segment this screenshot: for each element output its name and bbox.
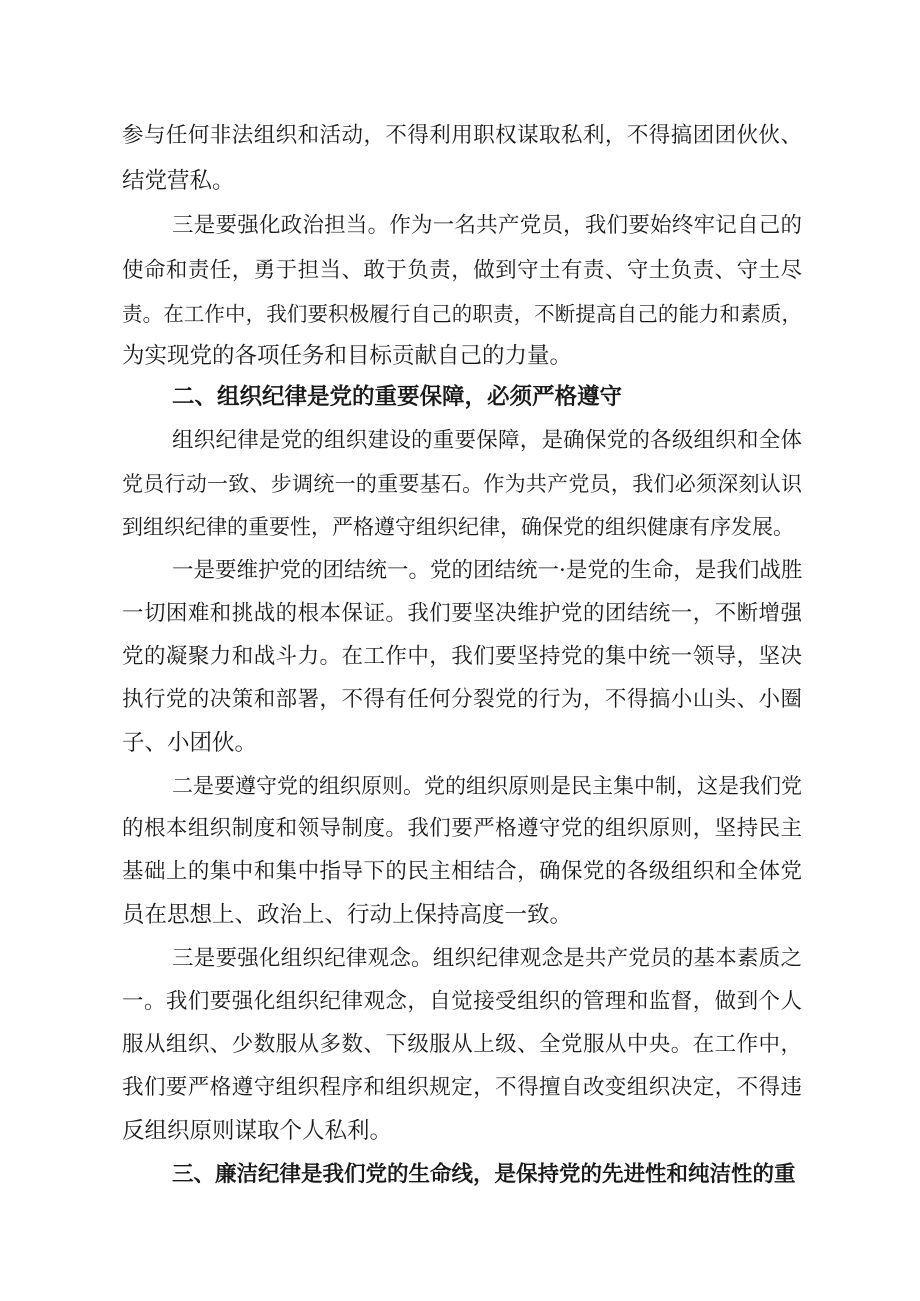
text-line: 服从组织、少数服从多数、下级服从上级、全党服从中央。在工作中， [122,1032,802,1057]
text-line: 到组织纪律的重要性，严格遵守组织纪律，确保党的组织健康有序发展。 [122,515,794,539]
text-line: 执行党的决策和部署，不得有任何分裂党的行为，不得搞小山头、小圈 [122,687,802,712]
paragraph-first-line: 二是要遵守党的组织原则。党的组织原则是民主集中制，这是我们党 [172,774,802,798]
paragraph-first-line: 三是要强化组织纪律观念。组织纪律观念是共产党员的基本素质之 [172,946,802,971]
text-line: 的根本组织制度和领导制度。我们要严格遵守党的组织原则，坚持民主 [122,816,802,841]
paragraph-first-line: 一是要维护党的团结统一。党的团结统一·是党的生命，是我们战胜 [172,558,803,583]
text-line: 基础上的集中和集中指导下的民主相结合，确保党的各级组织和全体党 [122,859,802,884]
text-line: 为实现党的各项任务和目标贡献自己的力量。 [122,343,573,369]
text-line: 员在思想上、政治上、行动上保持高度一致。 [122,902,573,928]
text-line: 一。我们要强化组织纪律观念，自觉接受组织的管理和监督，做到个人 [122,989,802,1014]
text-line: 党的凝聚力和战斗力。在工作中，我们要坚持党的集中统一领导，坚决 [122,644,802,669]
text-line: 我们要严格遵守组织程序和组织规定，不得擅自改变组织决定，不得违 [122,1075,802,1100]
paragraph-first-line: 组织纪律是党的组织建设的重要保障，是确保党的各级组织和全体 [172,428,802,453]
section-heading: 二、组织纪律是党的重要保障，必须严格遵守 [172,384,623,410]
text-line: 反组织原则谋取个人私利。 [122,1118,393,1144]
text-line: 参与任何非法组织和活动，不得利用职权谋取私利，不得搞团团伙伙、 [122,123,802,148]
text-line: 子、小团伙。 [122,730,258,756]
paragraph-first-line: 三是要强化政治担当。作为一名共产党员，我们要始终牢记自己的 [172,213,802,238]
text-line: 责。在工作中，我们要积极履行自己的职责，不断提高自己的能力和素质， [122,302,802,326]
text-line: 一切困难和挑战的根本保证。我们要坚决维护党的团结统一，不断增强 [122,601,802,626]
section-heading: 三、廉洁纪律是我们党的生命线，是保持党的先进性和纯洁性的重 [172,1162,796,1187]
text-line: 党员行动一致、步调统一的重要基石。作为共产党员，我们必须深刻认识 [122,472,802,496]
text-line: 结党营私。 [122,168,235,194]
text-line: 使命和责任，勇于担当、敢于负责，做到守土有责、守土负责、守土尽 [122,258,802,283]
